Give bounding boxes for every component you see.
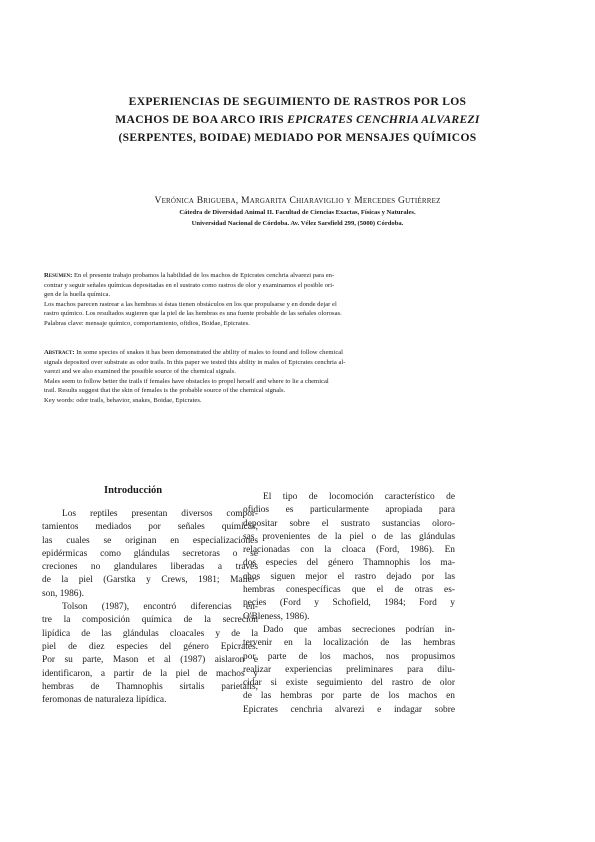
paragraph-line: realizar experiencias preliminares para dilu- [243,664,455,675]
affiliation-line-2: Universidad Nacional de Córdoba. Av. Vélez Sarsfield 299, (5000) Córdoba. [191,220,404,227]
abstract-line: signals deposited over substrate as odor trails. In this paper we tested this ability in males of Epicrates cenchria al- [44,358,346,366]
abstract-label: Abstract: [44,349,75,356]
paragraph-line: Epicrates cenchria alvarezi e indagar sobre [243,704,455,715]
paragraph-line: Por su parte, Mason et al (1987) aislaron e [42,655,258,666]
resumen-line [44,271,552,281]
paragraph-line: son, 1986). [42,588,84,599]
paragraph-line: creciones no glandulares liberadas a través [42,562,258,573]
paragraph-line: tre la composición química de la secreción [42,615,258,626]
abstract-text: In some species of snakes it has been demonstrated the ability of males to found and follow chemical [74,349,344,356]
paragraph-line: tervenir en la localización de las hembras [243,638,455,649]
resumen-label: Resumen: [44,272,73,279]
right-column [243,491,455,717]
paragraph-line: tamientos mediados por señales químicas, [42,522,258,533]
paragraph-line: feromonas de naturaleza lipídica. [42,695,167,706]
paragraph-line: Tolson (1987), encontró diferencias en- [62,602,258,613]
resumen-block [44,271,552,329]
abstract-block [44,348,552,406]
title-line-3: (SERPENTES, BOIDAE) MEDIADO POR MENSAJES QUÍMICOS [118,131,477,144]
paragraph-line: O'Bleness, 1986). [243,611,310,622]
title-line-2 [40,111,555,129]
paragraph-line: de la piel (Garstka y Crews, 1981; Mailer- [42,575,258,586]
affiliation-line-1: Cátedra de Diversidad Animal II. Facultad de Ciencias Exactas, Físicas y Naturales. [179,209,416,216]
resumen-line: Los machos parecen rastrear a las hembras si éstas tienen obstáculos en los que propulsarse y en donde dejar el [44,300,337,308]
paragraph-line: por parte de los machos, nos propusimos [243,651,455,662]
paragraph-line: El tipo de locomoción característico de [263,492,455,502]
article-title [40,93,555,147]
abstract-keywords: Key words: odor trails, behavior, snakes, Boidae, Epicrates. [44,396,202,404]
resumen-text: En el presente trabajo probamos la habilidad de los machos de Epicrates cenchria alvarezi para en- [72,272,335,279]
paragraph-line: piel de diez especies del género Epicrates. [42,641,258,652]
paragraph-line: dos especies del género Thamnophis los ma- [243,558,455,569]
paragraph-line: Los reptiles presentan diversos compor- [62,509,258,519]
paragraph-line: chos siguen mejor el rastro dejado por las [243,571,455,582]
resumen-keywords: Palabras clave: mensaje químico, comportamiento, ofidios, Boidae, Epicrates. [44,319,250,327]
abstract-line: Males seem to follow better the trails if females have obstacles to propel herself and where to lie a chemical [44,377,329,385]
title-line-1: EXPERIENCIAS DE SEGUIMIENTO DE RASTROS POR LOS [128,95,467,108]
paragraph-line: depositar sobre el sustrato sustancias oloro- [243,518,455,529]
abstract-line: varezi and we also examined the possible source of the chemical signals. [44,368,236,376]
paragraph-line: hembras de Thamnophis sirtalis parietalis, [42,681,258,692]
abstract-line: trail. Results suggest that the skin of females is the probable source of the chemical signals. [44,387,286,395]
affiliation [40,207,555,229]
paragraph-line: Dado que ambas secreciones podrían in- [263,624,455,635]
paragraph-line: hembras conespecíficas que el de otras es- [243,585,455,596]
abstract-line [44,348,552,358]
author-list: Verónica Brigueba, Margarita Chiaraviglio y Mercedes Gutiérrez [154,195,441,206]
paragraph-line: las cuales se originan en especializaciones [42,535,258,546]
paragraph-line: ofidios es particularmente apropiada para [243,505,455,516]
paragraph-line: sas provenientes de la piel o de las glándulas [243,531,455,542]
section-heading: Introducción [104,485,163,496]
paragraph-line: relacionadas con la cloaca (Ford, 1986). En [243,545,455,556]
left-column [42,508,258,707]
paragraph-line: epidérmicas como glándulas secretoras o se [42,548,258,559]
paragraph-line: de las hembras por parte de los machos en [243,691,455,702]
paragraph-line: pecies (Ford y Schofield, 1984; Ford y [243,598,455,609]
resumen-line: rastro químico. Los resultados sugieren que la piel de las hembras es una fuente probable de las señales olorosas. [44,310,342,318]
paragraph-line: lipídica de las glándulas cloacales y de la [42,628,258,639]
paragraph-line: cidar si existe seguimiento del rastro de olor [243,678,455,689]
title-species-name: EPICRATES CENCHRIA ALVAREZI [287,113,480,126]
resumen-line: contrar y seguir señales químicas depositadas en el sustrato como rastros de olor y examinamos el posible ori- [44,281,335,289]
title-line-2-text: MACHOS DE BOA ARCO IRIS [115,113,288,126]
paragraph-line: identificaron, a partir de la piel de machos y [42,668,258,679]
resumen-line: gen de la huella química. [44,291,111,299]
